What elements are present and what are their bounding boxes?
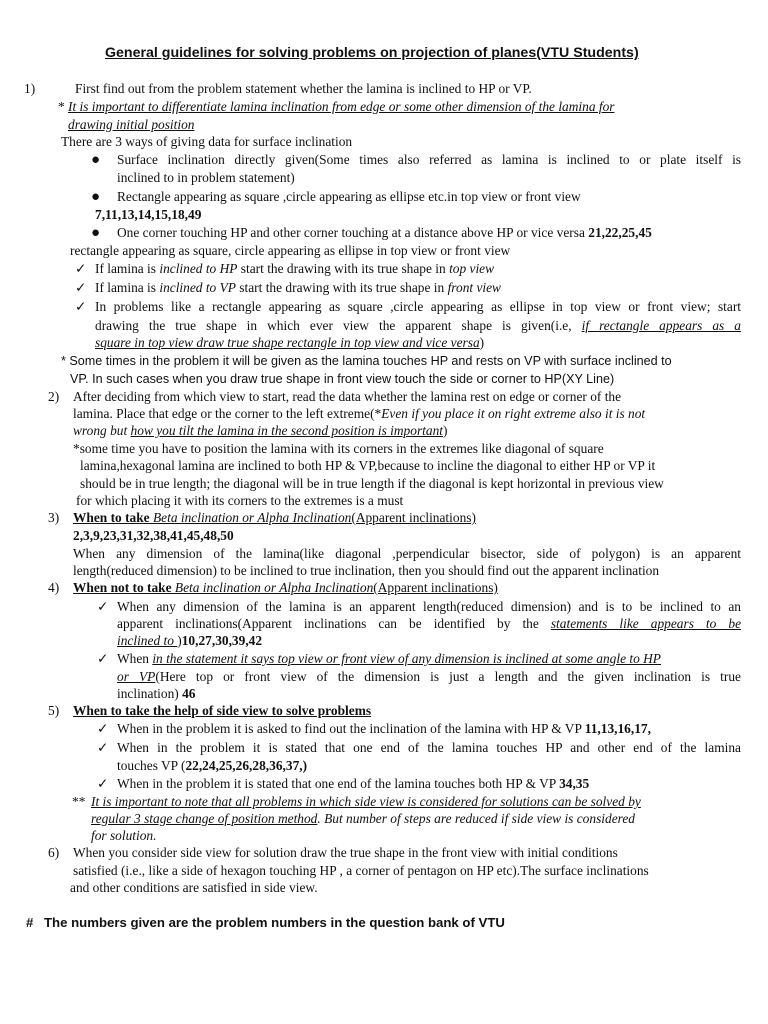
page-title: General guidelines for solving problems on projection of planes(VTU Students) <box>105 45 639 61</box>
paragraph-line: When any dimension of the lamina(like diagonal ,perpendicular bisector, side of polygon) is an apparent <box>73 546 741 561</box>
paragraph-line: After deciding from which view to start, read the data whether the lamina rest on edge or corner of the <box>73 389 622 404</box>
bullet-item: One corner touching HP and other corner touching at a distance above HP or vice versa 21,22,25,45 <box>117 225 652 240</box>
checkmark-icon: ✓ <box>97 599 109 614</box>
italic-note: It is important to differentiate lamina inclination from edge or some other dimension of the lamina for <box>68 99 615 114</box>
problem-numbers: 7,11,13,14,15,18,49 <box>95 207 202 222</box>
italic-note: regular 3 stage change of position method. But number of steps are reduced if side view is considered <box>91 811 635 826</box>
checkmark-icon: ✓ <box>97 776 109 791</box>
checkmark-icon: ✓ <box>97 740 109 755</box>
check-item-cont: inclined to )10,27,30,39,42 <box>117 633 263 648</box>
bullet-item: Rectangle appearing as square ,circle appearing as ellipse etc.in top view or front view <box>117 189 581 204</box>
check-item: When in the problem it is stated that one end of the lamina touches HP and other end of the lamina <box>117 740 741 755</box>
paragraph-line: satisfied (i.e., like a side of hexagon touching HP , a corner of pentagon on HP etc).The surface inclinations <box>73 863 649 878</box>
item-number: 1) <box>24 81 36 96</box>
paragraph-line: lamina,hexagonal lamina are inclined to both HP & VP,because to incline the diagonal to either HP or VP it <box>80 458 656 473</box>
bullet-item: Surface inclination directly given(Some times also referred as lamina is inclined to or plate itself is <box>117 152 741 167</box>
check-item: When in the statement it says top view or front view of any dimension is inclined at some angle to HP <box>117 651 661 666</box>
paragraph-line: *some time you have to position the lamina with its corners in the extremes like diagonal of square <box>73 441 604 456</box>
paragraph-line: should be in true length; the diagonal will be in true length if the diagonal is kept horizontal in previous view <box>80 476 664 491</box>
paragraph-line: VP. In such cases when you draw true shape in front view touch the side or corner to HP(XY Line) <box>70 372 615 386</box>
checkmark-icon: ✓ <box>97 721 109 736</box>
checkmark-icon: ✓ <box>75 261 87 276</box>
paragraph-line: When you consider side view for solution draw the true shape in the front view with initial conditions <box>73 845 618 860</box>
paragraph-line: lamina. Place that edge or the corner to the left extreme(*Even if you place it on right extreme also it is not <box>73 406 646 421</box>
check-item-cont: drawing the true shape in which ever view the apparent shape is given(i.e, if rectangle appears as a <box>95 318 741 333</box>
item-number: 4) <box>48 580 60 595</box>
bullet-item-cont: inclined to in problem statement) <box>117 170 295 185</box>
paragraph-line: First find out from the problem statement whether the lamina is inclined to HP or VP. <box>75 81 532 96</box>
bullet-dot-icon: ● <box>91 189 101 205</box>
italic-note: It is important to note that all problems in which side view is considered for solutions can be solved by <box>91 794 641 809</box>
section-heading: When to take the help of side view to solve problems <box>73 703 372 718</box>
checkmark-icon: ✓ <box>75 299 87 314</box>
check-item-cont: or VP(Here top or front view of the dimension is just a length and the given inclination is true <box>117 669 741 684</box>
check-item-cont: inclination) 46 <box>117 686 196 701</box>
paragraph-line: and other conditions are satisfied in side view. <box>70 880 318 895</box>
problem-numbers: 2,3,9,23,31,32,38,41,45,48,50 <box>73 528 234 543</box>
check-item-cont: touches VP (22,24,25,26,28,36,37,) <box>117 758 308 773</box>
checkmark-icon: ✓ <box>97 651 109 666</box>
paragraph-line: wrong but how you tilt the lamina in the second position is important) <box>73 423 448 438</box>
check-item: When in the problem it is stated that one end of the lamina touches both HP & VP 34,35 <box>117 776 590 791</box>
paragraph-line: for which placing it with its corners to the extremes is a must <box>76 493 404 508</box>
footer-note: The numbers given are the problem numbers in the question bank of VTU <box>44 915 505 930</box>
bullet-dot-icon: ● <box>91 152 101 168</box>
check-item: If lamina is inclined to HP start the drawing with its true shape in top view <box>95 261 495 276</box>
paragraph-line: rectangle appearing as square, circle appearing as ellipse in top view or front view <box>70 243 511 258</box>
check-item: When any dimension of the lamina is an apparent length(reduced dimension) and is to be inclined to an <box>117 599 741 614</box>
paragraph-line: length(reduced dimension) to be inclined to true inclination, then you should find out the apparent inclination <box>73 563 660 578</box>
problem-numbers: 21,22,25,45 <box>588 225 652 240</box>
paragraph-line: There are 3 ways of giving data for surface inclination <box>61 134 353 149</box>
check-item-cont: square in top view draw true shape rectangle in top view and vice versa) <box>95 335 485 350</box>
checkmark-icon: ✓ <box>75 280 87 295</box>
note-marker: * <box>58 99 65 114</box>
footer-hash: # <box>26 915 34 930</box>
check-item: When in the problem it is asked to find out the inclination of the lamina with HP & VP 11,13,16,17, <box>117 721 651 736</box>
check-item: If lamina is inclined to VP start the drawing with its true shape in front view <box>95 280 501 295</box>
italic-note: drawing initial position <box>68 117 195 132</box>
item-number: 2) <box>48 389 60 404</box>
italic-note: for solution. <box>91 828 157 843</box>
item-number: 6) <box>48 845 60 860</box>
note-marker: ** <box>72 794 86 809</box>
section-heading: When not to take Beta inclination or Alpha Inclination(Apparent inclinations) <box>73 580 498 595</box>
bullet-dot-icon: ● <box>91 225 101 241</box>
item-number: 3) <box>48 510 60 525</box>
section-heading: When to take Beta inclination or Alpha Inclination(Apparent inclinations) <box>73 510 476 525</box>
paragraph-line: * Some times in the problem it will be given as the lamina touches HP and rests on VP with surface inclined to <box>61 354 672 368</box>
item-number: 5) <box>48 703 60 718</box>
check-item-cont: apparent inclinations(Apparent inclinations can be identified by the statements like appears to be <box>117 616 742 631</box>
check-item: In problems like a rectangle appearing as square ,circle appearing as ellipse in top view or front view; start <box>95 299 741 314</box>
